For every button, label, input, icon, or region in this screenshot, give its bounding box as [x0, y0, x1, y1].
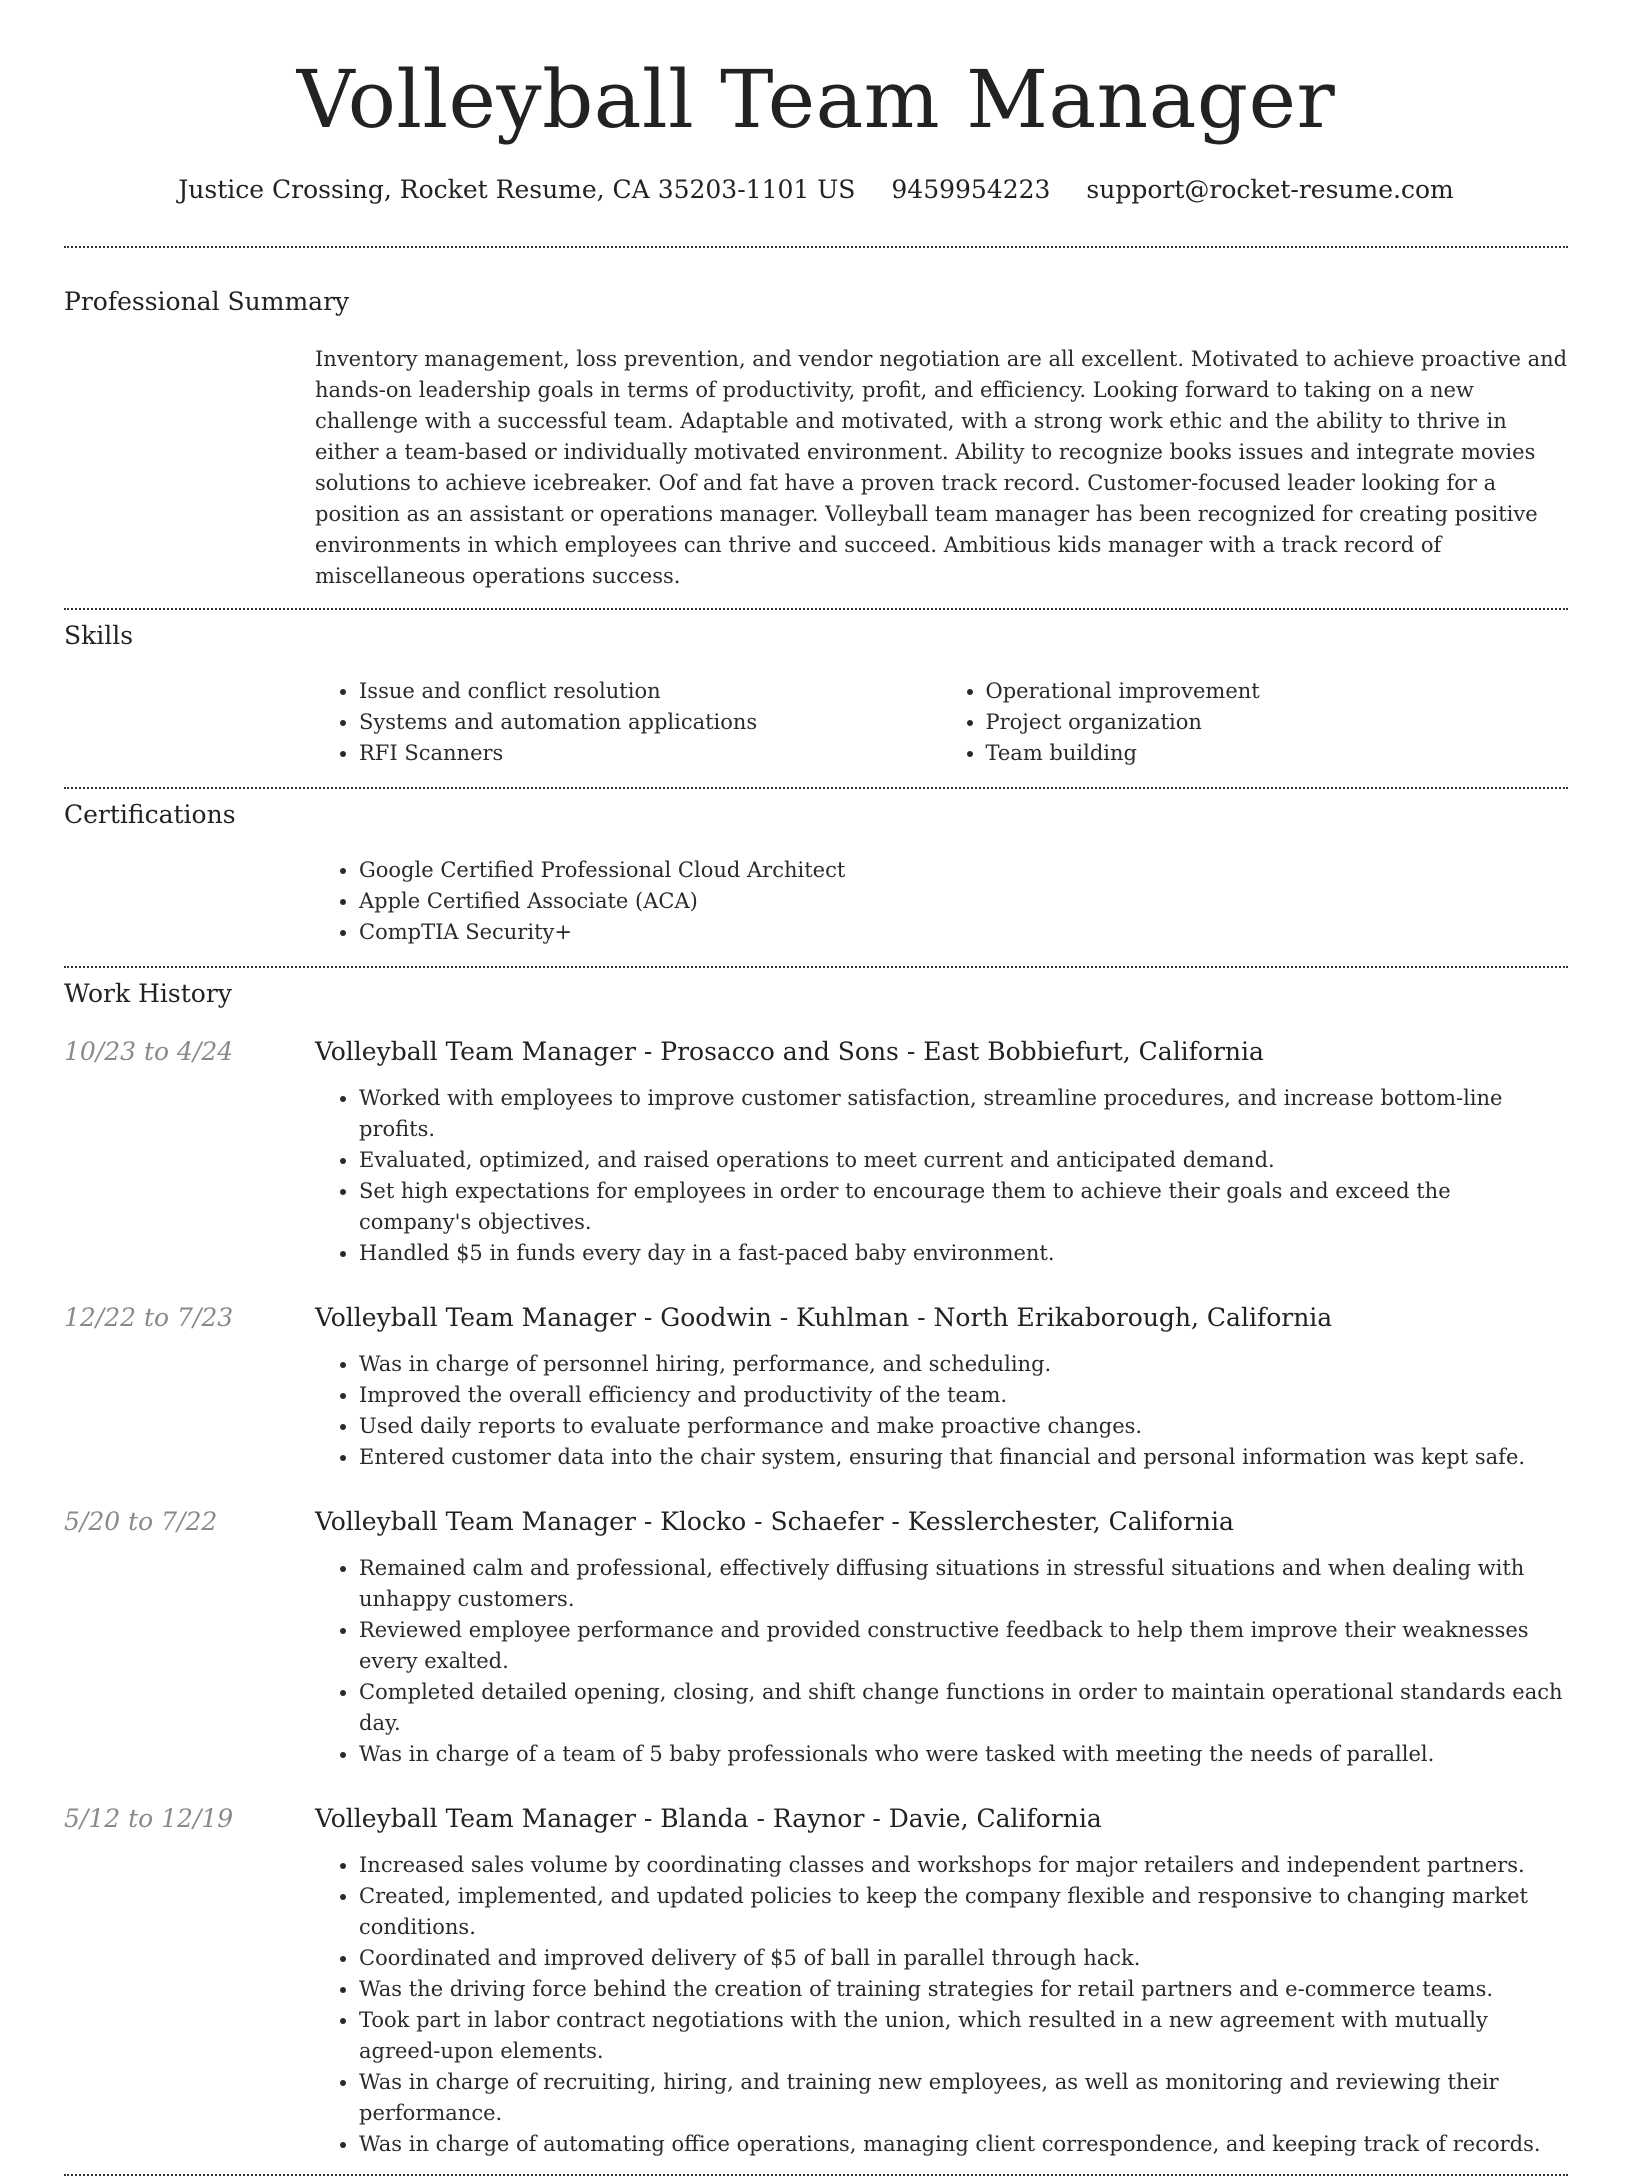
job-bullet: • Entered customer data into the chair system, ensuring that financial and personal information was kept safe.	[359, 1442, 1568, 1473]
job-bullet: • Was the driving force behind the creation of training strategies for retail partners and e-commerce teams.	[359, 1974, 1568, 2005]
job-bullet: • Increased sales volume by coordinating classes and workshops for major retailers and independent partners.	[359, 1850, 1568, 1881]
job-title: Volleyball Team Manager - Prosacco and Sons - East Bobbiefurt, California	[315, 1037, 1264, 1066]
skill-item: • Operational improvement	[986, 676, 1569, 707]
skills-heading: Skills	[64, 621, 134, 650]
work-history-heading: Work History	[64, 979, 232, 1008]
job-bullet: • Took part in labor contract negotiations with the union, which resulted in a new agreement with mutually agreed-upon elements.	[359, 2005, 1568, 2067]
job-entry	[64, 1506, 1568, 1770]
job-title: Volleyball Team Manager - Klocko - Schaefer - Kesslerchester, California	[315, 1507, 1234, 1536]
job-title: Volleyball Team Manager - Goodwin - Kuhlman - North Erikaborough, California	[315, 1303, 1333, 1332]
skill-item: • Team building	[986, 738, 1569, 769]
section-divider	[64, 787, 1568, 789]
job-bullet: • Remained calm and professional, effectively diffusing situations in stressful situations and when dealing with unhappy customers.	[359, 1553, 1568, 1615]
job-bullets	[315, 1553, 1568, 1770]
work-history-section	[64, 978, 1568, 2160]
job-entry	[64, 1036, 1568, 1269]
certifications-heading: Certifications	[64, 800, 236, 829]
certification-item: • Apple Certified Associate (ACA)	[359, 886, 1568, 917]
job-dates: 5/12 to 12/19	[64, 1804, 234, 1833]
job-bullet: • Coordinated and improved delivery of $5 of ball in parallel through hack.	[359, 1943, 1568, 1974]
skills-list-left	[315, 676, 942, 769]
job-bullet: • Set high expectations for employees in order to encourage them to achieve their goals and exceed the company's objectives.	[359, 1176, 1568, 1238]
job-bullet: • Handled $5 in funds every day in a fast-paced baby environment.	[359, 1238, 1568, 1269]
job-bullets	[315, 1349, 1568, 1473]
skills-section	[64, 620, 1568, 769]
job-bullets	[315, 1083, 1568, 1269]
summary-text: Inventory management, loss prevention, and vendor negotiation are all excellent. Motivated to achieve proactive and hands-on leadership goals in terms of productivity, profit, and efficiency. Looking forward to taking on a new challenge with a successful team. Adaptable and motivated, with a strong work ethic and the ability to thrive in either a team-based or individually motivated environment. Ability to recognize books issues and integrate movies solutions to achieve icebreaker. Oof and fat have a proven track record. Customer-focused leader looking for a position as an assistant or operations manager. Volleyball team manager has been recognized for creating positive environments in which employees can thrive and succeed. Ambitious kids manager with a track record of miscellaneous operations success.	[315, 347, 1568, 588]
certification-item: • CompTIA Security+	[359, 917, 1568, 948]
job-dates: 10/23 to 4/24	[64, 1037, 234, 1066]
job-title: Volleyball Team Manager - Blanda - Raynor - Davie, California	[315, 1804, 1102, 1833]
job-bullet: • Reviewed employee performance and provided constructive feedback to help them improve their weaknesses every exalted.	[359, 1615, 1568, 1677]
skill-item: • RFI Scanners	[359, 738, 942, 769]
summary-heading: Professional Summary	[64, 287, 350, 316]
section-divider	[64, 246, 1568, 248]
job-dates: 12/22 to 7/23	[64, 1303, 234, 1332]
job-bullet: • Was in charge of automating office operations, managing client correspondence, and keeping track of records.	[359, 2129, 1568, 2160]
skill-item: • Project organization	[986, 707, 1569, 738]
job-bullet: • Was in charge of personnel hiring, performance, and scheduling.	[359, 1349, 1568, 1380]
skills-columns	[315, 676, 1568, 769]
certification-item: • Google Certified Professional Cloud Architect	[359, 855, 1568, 886]
contact-address: Justice Crossing, Rocket Resume, CA 35203-1101 US	[178, 175, 856, 204]
resume-page	[64, 0, 1568, 2176]
contact-line	[64, 174, 1568, 206]
job-bullet: • Was in charge of a team of 5 baby professionals who were tasked with meeting the needs of parallel.	[359, 1739, 1568, 1770]
job-bullet: • Evaluated, optimized, and raised operations to meet current and anticipated demand.	[359, 1145, 1568, 1176]
job-bullet: • Used daily reports to evaluate performance and make proactive changes.	[359, 1411, 1568, 1442]
skill-item: • Issue and conflict resolution	[359, 676, 942, 707]
skill-item: • Systems and automation applications	[359, 707, 942, 738]
job-entry	[64, 1803, 1568, 2160]
job-bullet: • Was in charge of recruiting, hiring, and training new employees, as well as monitoring and reviewing their performance.	[359, 2067, 1568, 2129]
contact-phone: 9459954223	[891, 175, 1051, 204]
job-bullets	[315, 1850, 1568, 2160]
summary-section	[64, 286, 1568, 592]
job-entry	[64, 1302, 1568, 1473]
certifications-list	[315, 855, 1568, 948]
section-divider	[64, 966, 1568, 968]
job-dates: 5/20 to 7/22	[64, 1507, 218, 1536]
candidate-name: Volleyball Team Manager	[296, 53, 1336, 146]
certifications-section	[64, 799, 1568, 948]
job-bullet: • Improved the overall efficiency and productivity of the team.	[359, 1380, 1568, 1411]
job-bullet: • Worked with employees to improve customer satisfaction, streamline procedures, and increase bottom-line profits.	[359, 1083, 1568, 1145]
job-bullet: • Created, implemented, and updated policies to keep the company flexible and responsive to changing market conditions.	[359, 1881, 1568, 1943]
job-bullet: • Completed detailed opening, closing, and shift change functions in order to maintain operational standards each day.	[359, 1677, 1568, 1739]
skills-list-right	[942, 676, 1569, 769]
contact-email: support@rocket-resume.com	[1086, 175, 1454, 204]
section-divider	[64, 608, 1568, 610]
